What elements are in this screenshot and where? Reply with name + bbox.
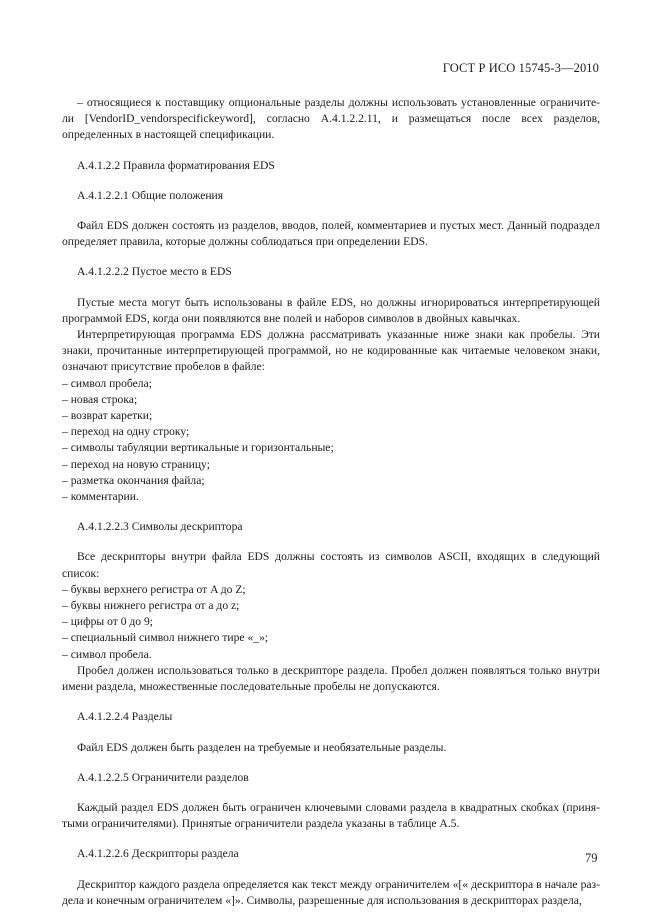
section-heading-delimiters: А.4.1.2.2.5 Ограничители разделов [77, 770, 249, 784]
descriptor-chars-paragraph-2: Пробел должен использоваться только в дескрипторе раздела. Пробел должен появляться только внутри имени раздела, множественные последовательные пробелы не допускаются. [62, 663, 600, 694]
list-item: – разметка окончания файла; [62, 473, 205, 487]
list-item: – символ пробела; [62, 376, 152, 390]
section-heading-whitespace: А.4.1.2.2.2 Пустое место в EDS [77, 265, 232, 279]
whitespace-paragraph-2: Интерпретирующая программа EDS должна рассматривать указанные ниже знаки как пробелы. Эти знаки, прочитанные интерпретирующей программой, но не кодированные как читаемые человеком знаки, означают присутствие пробелов в файле: [62, 328, 600, 374]
list-item: – специальный символ нижнего тире «_»; [62, 631, 269, 645]
intro-paragraph: – относящиеся к поставщику опциональные разделы должны использовать установленные ограничите-ли [VendorID_vendorspecifickeyword], согласно А.4.1.2.2.11, и размещаться после всех разделов, определенных в настоящей спецификации. [62, 96, 600, 142]
list-item: – комментарии. [62, 490, 139, 504]
descriptor-chars-list [62, 582, 600, 663]
page-header-standard-code: ГОСТ Р ИСО 15745-3—2010 [442, 61, 599, 75]
list-item: – буквы нижнего регистра от a до z; [62, 599, 240, 613]
section-heading-general: А.4.1.2.2.1 Общие положения [77, 188, 224, 202]
list-item: – символ пробела. [62, 647, 152, 661]
delimiters-paragraph: Каждый раздел EDS должен быть ограничен ключевыми словами раздела в квадратных скобках (приня-тыми ограничителями). Принятые ограничители раздела указаны в таблице А.5. [62, 800, 600, 831]
list-item: – переход на новую страницу; [62, 457, 210, 471]
descriptor-chars-paragraph-1: Все дескрипторы внутри файла EDS должны состоять из символов ASCII, входящих в следующий список: [62, 550, 600, 580]
section-descriptors-paragraph: Дескриптор каждого раздела определяется как текст между ограничителем «[« дескриптора в начале раз-дела и конечным ограничителем «]». Символы, разрешенные для использования в дескрипторах раздела, [62, 877, 600, 907]
list-item: – новая строка; [62, 392, 138, 406]
document-body [62, 95, 600, 909]
page-number: 79 [585, 851, 598, 865]
section-heading-descriptor-chars: А.4.1.2.2.3 Символы дескриптора [77, 520, 243, 534]
section-heading-formatting: А.4.1.2.2 Правила форматирования EDS [77, 158, 275, 172]
list-item: – символы табуляции вертикальные и горизонтальные; [62, 441, 334, 455]
general-paragraph: Файл EDS должен состоять из разделов, вводов, полей, комментариев и пустых мест. Данный подраздел определяет правила, которые должны соблюдаться при определении EDS. [62, 219, 600, 249]
list-item: – цифры от 0 до 9; [62, 615, 154, 629]
whitespace-paragraph-1: Пустые места могут быть использованы в файле EDS, но должны игнорироваться интерпретирующей программой EDS, когда они появляются вне полей и наборов символов в двойных кавычках. [62, 295, 600, 325]
section-heading-sections: А.4.1.2.2.4 Разделы [77, 710, 173, 724]
section-heading-section-descriptors: А.4.1.2.2.6 Дескрипторы раздела [77, 847, 239, 861]
list-item: – возврат каретки; [62, 409, 153, 423]
list-item: – буквы верхнего регистра от A до Z; [62, 582, 246, 596]
whitespace-list [62, 376, 600, 506]
list-item: – переход на одну строку; [62, 425, 190, 439]
sections-paragraph: Файл EDS должен быть разделен на требуемые и необязательные разделы. [77, 740, 447, 754]
